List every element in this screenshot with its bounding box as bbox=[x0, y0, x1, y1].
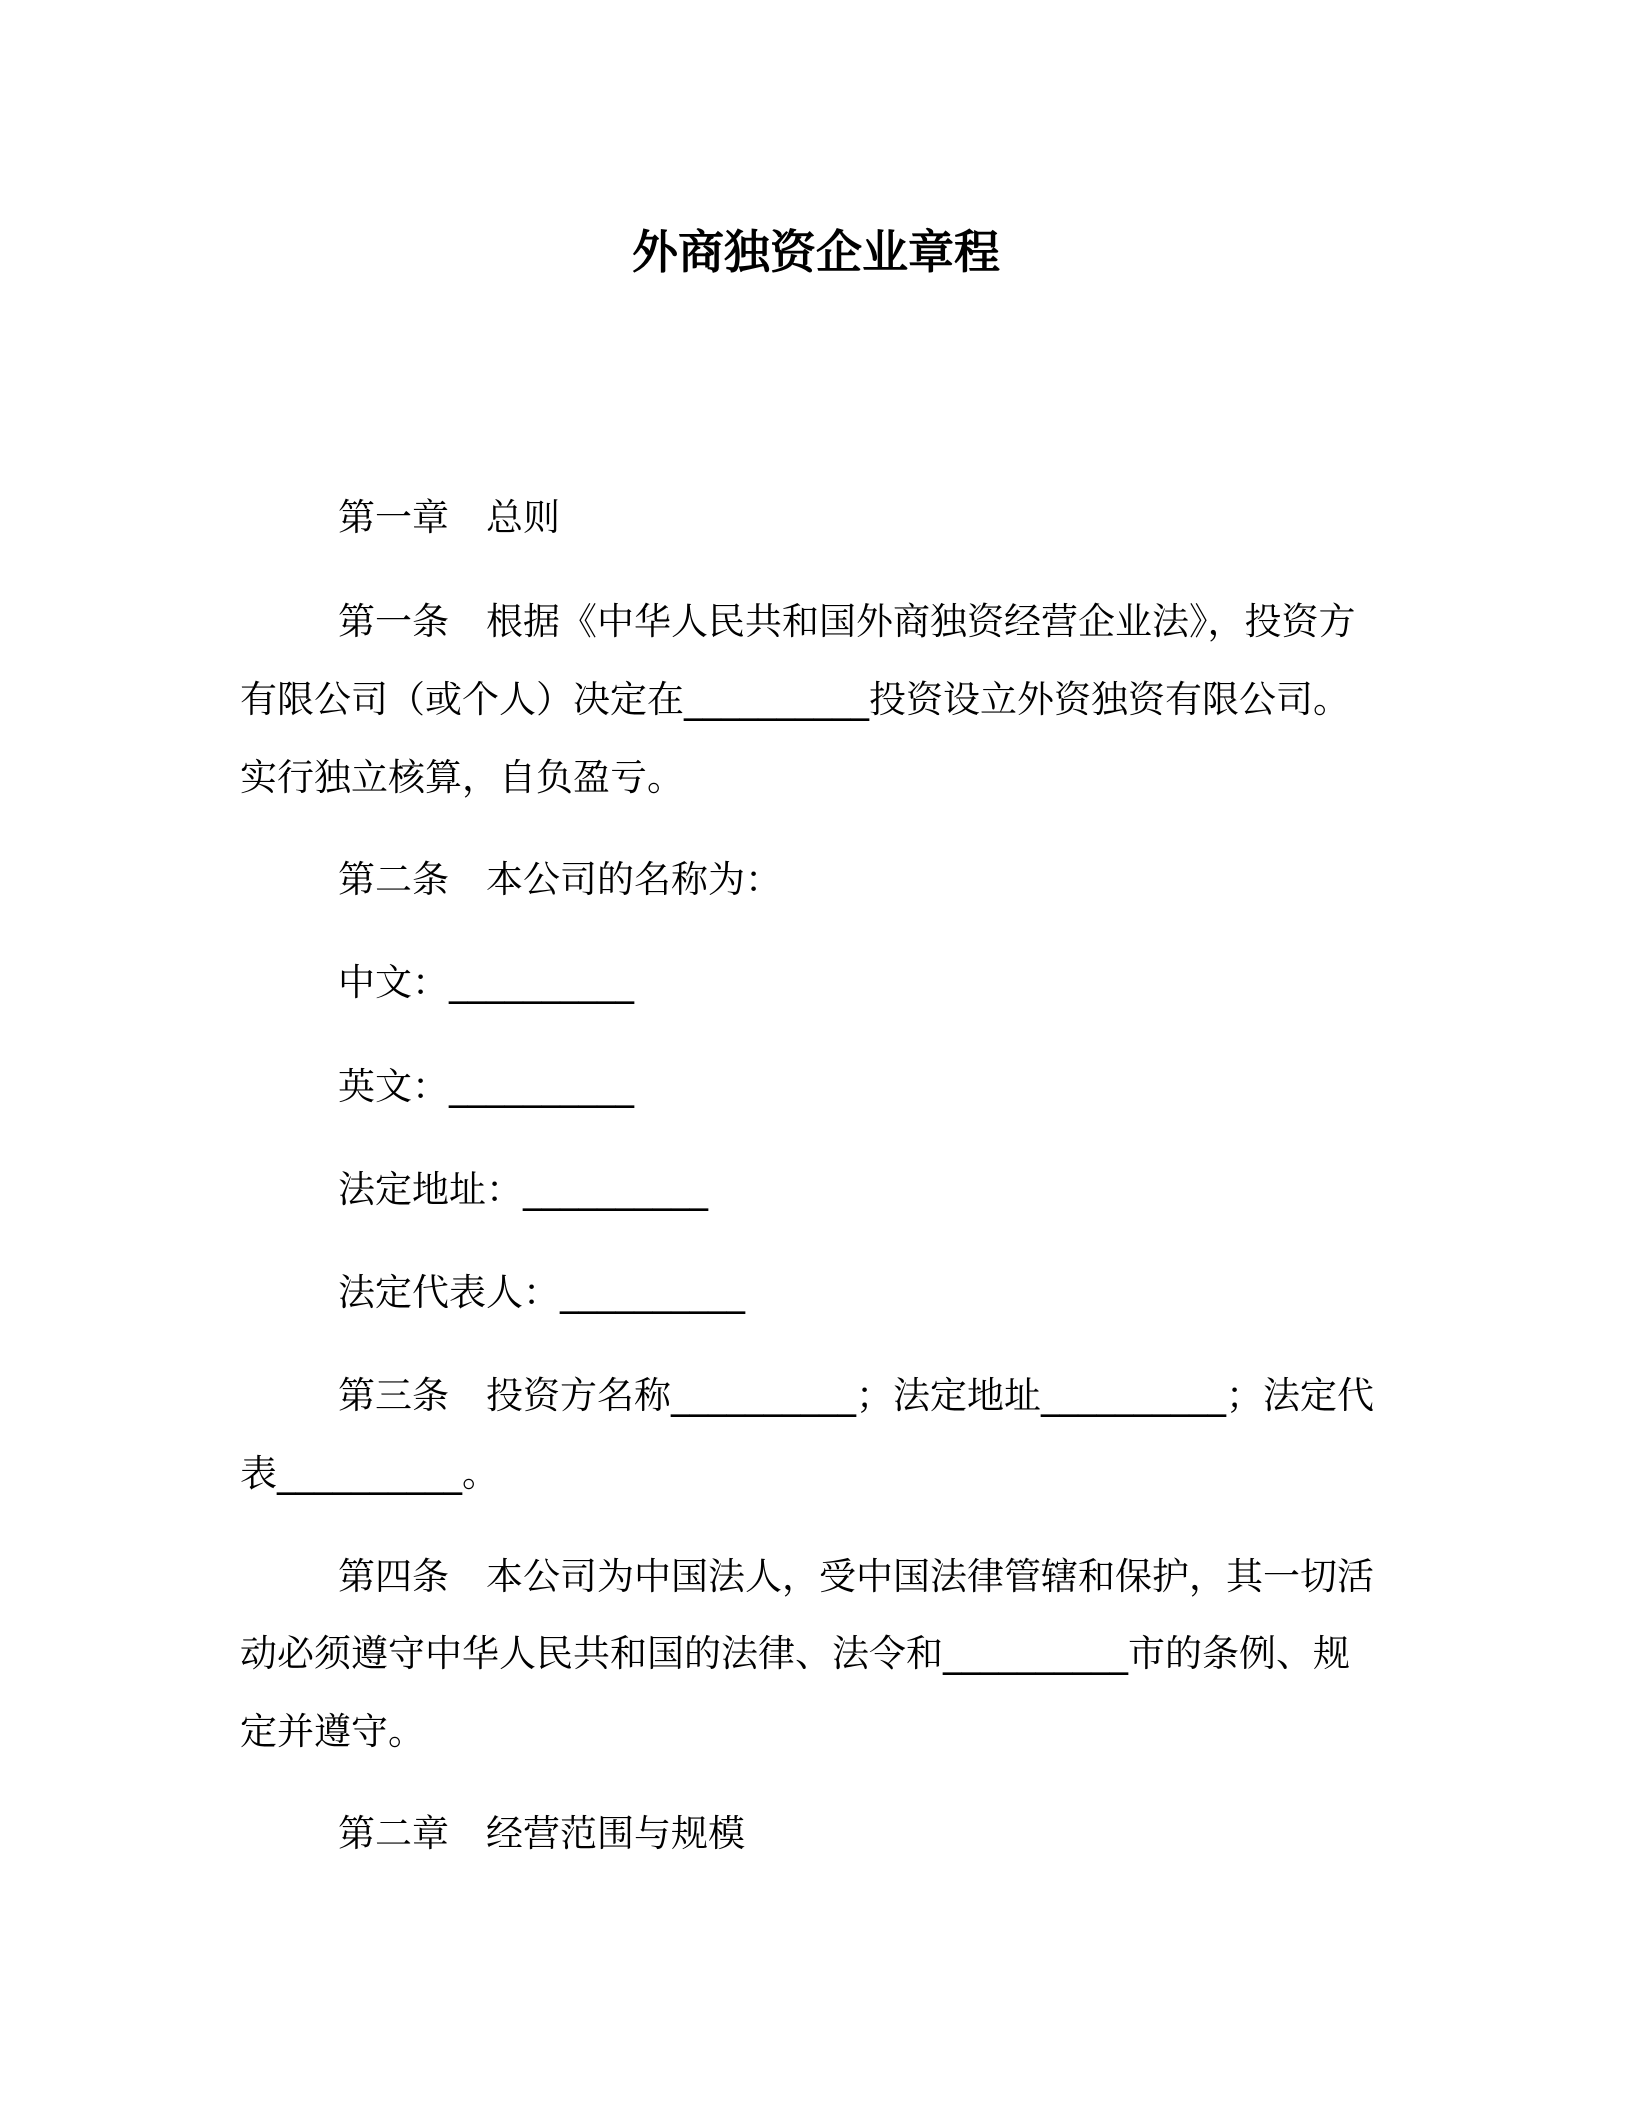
article-3-label: 第三条 bbox=[338, 1374, 449, 1417]
article-3-line-1 bbox=[338, 1371, 1374, 1421]
chapter-1-heading bbox=[338, 493, 560, 543]
field-english-name bbox=[338, 1062, 634, 1112]
article-2-text: 本公司的名称为： bbox=[486, 858, 782, 901]
article-4-label: 第四条 bbox=[338, 1555, 449, 1598]
field-chinese-name bbox=[338, 958, 634, 1008]
document-title: 外商独资企业章程 bbox=[632, 225, 1000, 279]
article-3-line-2: 表__________。 bbox=[240, 1452, 499, 1495]
chapter-2-heading bbox=[338, 1809, 745, 1859]
article-4-line-3: 定并遵守。 bbox=[240, 1710, 425, 1753]
article-4-line-2: 动必须遵守中华人民共和国的法律、法令和__________市的条例、规 bbox=[240, 1632, 1350, 1675]
chapter-1-name: 总则 bbox=[486, 496, 560, 539]
article-1-line-1 bbox=[338, 597, 1356, 647]
field-legal-representative bbox=[338, 1268, 745, 1318]
article-2-line-1 bbox=[338, 855, 782, 905]
field-label: 法定代表人： bbox=[338, 1271, 560, 1314]
field-blank: __________ bbox=[523, 1168, 708, 1211]
article-4-line-1 bbox=[338, 1552, 1374, 1602]
chapter-2-label: 第二章 bbox=[338, 1812, 449, 1855]
field-blank: __________ bbox=[560, 1271, 745, 1314]
field-legal-address bbox=[338, 1165, 708, 1215]
field-label: 英文： bbox=[338, 1065, 449, 1108]
field-blank: __________ bbox=[449, 961, 634, 1004]
article-1-line-2: 有限公司（或个人）决定在__________投资设立外资独资有限公司。 bbox=[240, 678, 1350, 721]
article-1-label: 第一条 bbox=[338, 600, 449, 643]
article-3-text: 投资方名称__________；法定地址__________；法定代 bbox=[486, 1374, 1374, 1417]
field-label: 法定地址： bbox=[338, 1168, 523, 1211]
chapter-1-label: 第一章 bbox=[338, 496, 449, 539]
article-1-text: 根据《中华人民共和国外商独资经营企业法》，投资方 bbox=[486, 600, 1356, 643]
article-2-label: 第二条 bbox=[338, 858, 449, 901]
article-1-line-3: 实行独立核算，自负盈亏。 bbox=[240, 756, 684, 799]
chapter-2-name: 经营范围与规模 bbox=[486, 1812, 745, 1855]
field-label: 中文： bbox=[338, 961, 449, 1004]
article-4-text: 本公司为中国法人，受中国法律管辖和保护，其一切活 bbox=[486, 1555, 1374, 1598]
field-blank: __________ bbox=[449, 1065, 634, 1108]
